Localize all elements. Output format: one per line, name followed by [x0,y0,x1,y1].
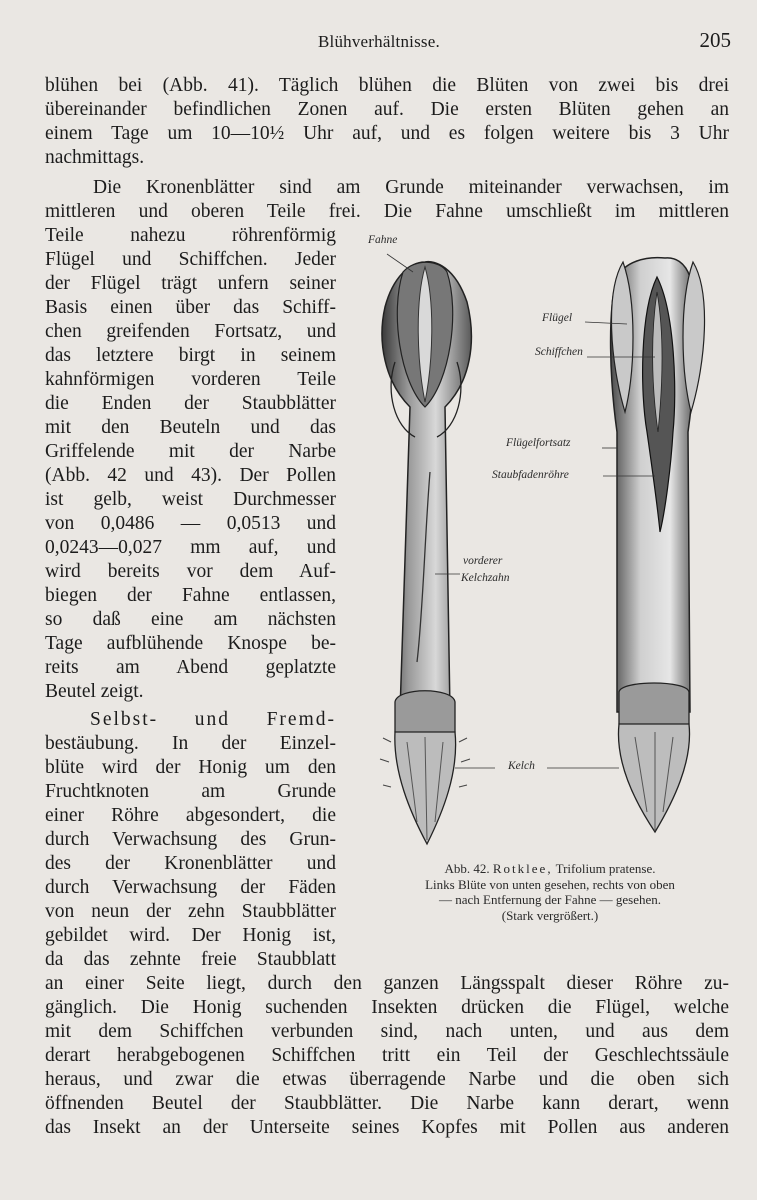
text-line: Flügel und Schiffchen. Jeder [45,249,336,270]
text-line: das letztere birgt in seinem [45,345,336,366]
text-line: (Abb. 42 und 43). Der Pollen [45,465,336,486]
text-line: des der Kronenblätter und [45,853,336,874]
text-line: Tage aufblühende Knospe be- [45,633,336,654]
text-line: mittleren und oberen Teile frei. Die Fahne umschließt im mittleren [45,201,729,222]
label-kelchzahn: Kelchzahn [461,572,510,584]
caption-latin-name: Trifolium pratense. [555,861,656,876]
text-line: reits am Abend geplatzte [45,657,336,678]
text-line: durch Verwachsung des Grun- [45,829,336,850]
page-number: 205 [699,28,731,52]
right-flower-drawing [611,258,705,832]
text-line: 0,0243—0,027 mm auf, und [45,537,336,558]
section-heading: Selbst- und Fremd- [90,709,336,730]
text-line: öffnenden Beutel der Staubblätter. Die Narbe kann derart, wenn [45,1093,729,1114]
text-line: nachmittags. [45,147,145,168]
text-line: Die Kronenblätter sind am Grunde miteinander verwachsen, im [93,177,729,198]
text-line: von neun der zehn Staubblätter [45,901,336,922]
text-line: die Enden der Staubblätter [45,393,336,414]
label-kelch: Kelch [508,760,535,772]
text-line: das Insekt an der Unterseite seines Kopfes mit Pollen aus anderen [45,1117,729,1138]
figure-caption [365,861,735,923]
text-line: blühen bei (Abb. 41). Täglich blühen die Blüten von zwei bis drei [45,75,729,96]
label-fluegelfortsatz: Flügelfortsatz [506,437,571,449]
label-vorderer: vorderer [463,555,503,567]
text-line: einem Tage um 10—10½ Uhr auf, und es folgen weitere bis 3 Uhr [45,123,729,144]
label-fluegel: Flügel [542,312,573,324]
caption-line: (Stark vergrößert.) [501,907,599,923]
text-line: biegen der Fahne entlassen, [45,585,336,606]
text-line: so daß eine am nächsten [45,609,336,630]
text-line: von 0,0486 — 0,0513 und [45,513,336,534]
text-line: wird bereits vor dem Auf- [45,561,336,582]
text-line: der Flügel trägt unfern seiner [45,273,336,294]
label-fahne: Fahne [368,234,398,246]
caption-species: Rotklee, [492,861,553,876]
figure-trifolium-flower [355,232,745,942]
text-line: gänglich. Die Honig suchenden Insekten drücken die Flügel, welche [45,997,729,1018]
text-line: mit dem Schiffchen verbunden sind, nach unten, und aus dem [45,1021,729,1042]
text-line: Basis einen über das Schiff- [45,297,336,318]
caption-line: Links Blüte von unten gesehen, rechts von oben [425,876,675,892]
text-line: bestäubung. In der Einzel- [45,733,336,754]
caption-line: — nach Entfernung der Fahne — gesehen. [438,892,661,907]
left-flower-drawing [380,262,471,844]
text-line: heraus, und zwar die etwas überragende Narbe und die oben sich [45,1069,729,1090]
text-line: Fruchtknoten am Grunde [45,781,336,802]
text-line: derart herabgebogenen Schiffchen tritt ein Teil der Geschlechtssäule [45,1045,729,1066]
label-staubfadenroehre: Staubfadenröhre [492,469,569,481]
text-line: ist gelb, weist Durchmesser [45,489,336,510]
text-line: einer Röhre abgesondert, die [45,805,336,826]
text-line: Griffelende mit der Narbe [45,441,336,462]
page-header [45,28,735,54]
text-line: da das zehnte freie Staubblatt [45,949,336,970]
text-line: an einer Seite liegt, durch den ganzen Längsspalt dieser Röhre zu- [45,973,729,994]
caption-figure-number: Abb. 42. [444,861,490,876]
text-line: durch Verwachsung der Fäden [45,877,336,898]
text-line: gebildet wird. Der Honig ist, [45,925,336,946]
flower-illustration [355,232,745,852]
text-line: übereinander befindlichen Zonen auf. Die ersten Blüten gehen an [45,99,729,120]
running-head: Blühverhältnisse. [318,32,440,51]
text-line: blüte wird der Honig um den [45,757,336,778]
text-line: Beutel zeigt. [45,681,144,702]
text-line: kahnförmigen vorderen Teile [45,369,336,390]
label-schiffchen: Schiffchen [535,346,583,358]
text-line: Teile nahezu röhrenförmig [45,225,336,246]
text-line: mit den Beuteln und das [45,417,336,438]
text-line: chen greifenden Fortsatz, und [45,321,336,342]
